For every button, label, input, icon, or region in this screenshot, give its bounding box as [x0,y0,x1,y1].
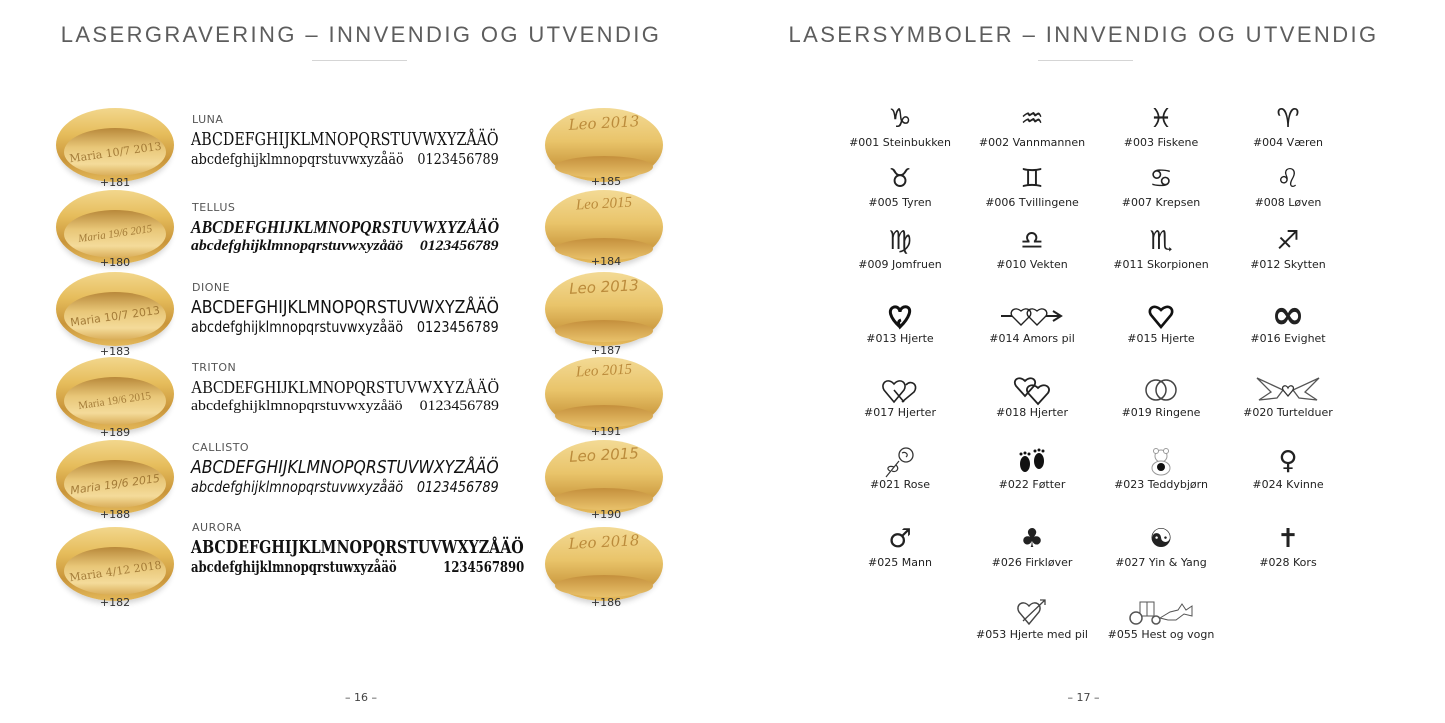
ring-inner-engraving [56,272,174,346]
ring-code: +185 [590,175,622,188]
ring-inside [64,292,166,340]
lowercase-letters: abcdefghijklmnopqrstuvwxyzåäö [191,150,404,168]
gemini-icon: ♊︎ [1020,164,1044,194]
ring-outer-engraving [545,440,663,514]
symbol-item [1096,444,1226,491]
font-name: TRITON [192,361,237,374]
rings-icon [1096,372,1226,406]
symbol-item [967,444,1097,491]
font-sample-uppercase: ABCDEFGHIJKLMNOPQRSTUVWXYZÅÄÖ [191,297,499,318]
symbol-label: #013 Hjerte [866,332,934,345]
symbol-label: #018 Hjerter [996,406,1068,419]
ring-outer-engraving [545,108,663,182]
symbol-label: #017 Hjerter [864,406,936,419]
font-sample-lowercase [191,150,499,168]
font-sample-uppercase: ABCDEFGHIJKLMNOPQRSTUVWXYZÅÄÖ [191,457,499,478]
symbol-label: #009 Jomfruen [858,258,942,271]
lowercase-letters: abcdefghijklmnopqrstuvwxyzåäö [191,238,404,254]
engraving-text: Maria 19/6 2015 [77,389,153,413]
symbol-item [1223,102,1353,149]
symbol-label: #021 Rose [869,478,931,491]
ring-inside [555,488,653,510]
ring-code: +191 [590,425,622,438]
page-16 [0,0,722,723]
ring-inside [555,575,653,597]
symbol-item [1096,102,1226,149]
symbol-label: #026 Firkløver [991,556,1073,569]
symbol-item [1223,224,1353,271]
leo-icon: ♌︎ [1276,164,1300,194]
symbol-item [967,224,1097,271]
ring-outer-engraving [545,357,663,431]
ring-code: +187 [590,344,622,357]
yin-yang-icon: ☯ [1149,524,1173,554]
symbol-label: #055 Hest og vogn [1107,628,1215,641]
lowercase-letters: abcdefghijklmnopqrstuvwxyzåäö [191,398,403,414]
virgo-icon: ♍︎ [888,226,912,256]
ring-inside [64,377,166,425]
digits: 0123456789 [419,398,499,414]
symbol-item [967,372,1097,419]
digits: 1234567890 [443,558,525,576]
symbol-label: #011 Skorpionen [1113,258,1209,271]
font-name: AURORA [192,521,242,534]
engraving-text: Maria 19/6 2015 [69,471,161,497]
symbol-item [1223,372,1353,419]
engraving-text: Maria 10/7 2013 [69,303,161,329]
ring-inside [64,210,166,258]
ring-code: +181 [99,176,131,189]
pisces-icon: ♓︎ [1149,104,1173,134]
ring-inner-engraving [56,190,174,264]
ring-inside [64,547,166,595]
ring-code: +186 [590,596,622,609]
taurus-icon: ♉︎ [888,164,912,194]
capricorn-icon: ♑︎ [888,104,912,134]
font-name: TELLUS [192,201,236,214]
page-number: – 17 – [1067,691,1100,704]
symbol-item [1096,372,1226,419]
engraving-text: Leo 2015 [568,444,640,466]
symbol-item [1223,444,1353,491]
linked-hearts-icon [967,372,1097,406]
symbol-item [835,298,965,345]
symbol-item [835,162,965,209]
two-hearts-icon [835,372,965,406]
female-icon: ♀ [1278,446,1298,476]
font-name: CALLISTO [192,441,250,454]
symbol-item [967,162,1097,209]
engraving-text: Leo 2018 [568,531,640,553]
symbol-label: #016 Evighet [1250,332,1326,345]
cross-icon: ✝ [1277,524,1299,554]
symbol-label: #024 Kvinne [1252,478,1324,491]
engraving-text: Maria 19/6 2015 [77,222,153,246]
libra-icon: ♎︎ [1020,226,1044,256]
ring-code: +180 [99,256,131,269]
symbol-item [835,522,965,569]
symbol-label: #023 Teddybjørn [1114,478,1208,491]
font-sample-lowercase [191,238,498,255]
symbol-label: #003 Fiskene [1123,136,1199,149]
symbol-label: #010 Vekten [996,258,1068,271]
ring-outer-engraving [545,272,663,346]
font-sample-uppercase: ABCDEFGHIJKLMNOPQRSTUVWXYZÅÄÖ [191,217,500,237]
ring-code: +190 [590,508,622,521]
digits: 0123456789 [419,238,499,254]
symbol-label: #005 Tyren [868,196,932,209]
heart-loop-icon [835,298,965,332]
ring-inside [555,405,653,427]
ring-inner-engraving [56,357,174,431]
font-sample-lowercase [191,478,499,496]
symbol-item [835,444,965,491]
scorpio-icon: ♏︎ [1149,226,1173,256]
font-name: LUNA [192,113,224,126]
ring-inner-engraving [56,527,174,601]
font-sample-uppercase: ABCDEFGHIJKLMNOPQRSTUVWXYZÅÄÖ [191,377,500,397]
ring-code: +189 [99,426,131,439]
ring-inner-engraving [56,108,174,182]
engraving-text: Leo 2015 [575,194,633,214]
symbol-item [1223,162,1353,209]
ring-code: +183 [99,345,131,358]
symbol-label: #008 Løven [1254,196,1322,209]
engraving-text: Maria 4/12 2018 [68,558,162,584]
digits: 0123456789 [416,318,499,336]
symbol-label: #012 Skytten [1250,258,1326,271]
symbol-label: #053 Hjerte med pil [976,628,1088,641]
aquarius-icon: ♒︎ [1020,104,1044,134]
symbol-label: #002 Vannmannen [978,136,1086,149]
symbol-item [835,372,965,419]
ring-inside [64,460,166,508]
cancer-icon: ♋︎ [1149,164,1173,194]
symbol-item [835,102,965,149]
title-divider [312,60,407,61]
symbol-item [1096,594,1226,641]
four-leaf-clover-icon: ♣ [1020,524,1044,554]
ring-inside [555,320,653,342]
digits: 0123456789 [417,150,499,168]
symbol-label: #025 Mann [868,556,932,569]
title-divider [1038,60,1133,61]
symbol-label: #006 Tvillingene [985,196,1079,209]
ring-outer-engraving [545,190,663,264]
lowercase-letters: abcdefghijklmnopqrstuvwxyzåäö [191,318,404,336]
symbol-item [967,102,1097,149]
page-title: LASERSYMBOLER – INNVENDIG OG UTVENDIG [788,22,1379,47]
symbol-item [967,594,1097,641]
digits: 0123456789 [416,478,499,496]
rose-icon [835,444,965,478]
font-sample-uppercase: ABCDEFGHIJKLMNOPQRSTUVWXYZÅÄÖ [191,129,499,150]
font-sample-lowercase [191,318,499,336]
page-number: – 16 – [345,691,377,704]
symbol-label: #027 Yin & Yang [1115,556,1207,569]
symbol-label: #022 Føtter [998,478,1066,491]
symbol-item [1223,522,1353,569]
teddy-bear-icon [1096,444,1226,478]
ring-inside [64,128,166,176]
font-sample-lowercase [191,558,524,576]
symbol-label: #028 Kors [1259,556,1317,569]
heart-arrow-icon [967,594,1097,628]
symbol-label: #014 Amors pil [989,332,1075,345]
cupid-arrow-hearts-icon [967,298,1097,332]
heart-icon [1096,298,1226,332]
ring-code: +182 [99,596,131,609]
symbol-item [1096,224,1226,271]
ring-inner-engraving [56,440,174,514]
symbol-item [1096,522,1226,569]
symbol-label: #001 Steinbukken [849,136,951,149]
engraving-text: Leo 2015 [575,361,633,381]
page-17 [722,0,1445,723]
symbol-label: #015 Hjerte [1127,332,1195,345]
font-sample-uppercase: ABCDEFGHIJKLMNOPQRSTUVWXYZÅÄÖ [191,537,524,558]
doves-icon [1223,372,1353,406]
font-name: DIONE [192,281,231,294]
ring-outer-engraving [545,527,663,601]
feet-icon [967,444,1097,478]
symbol-item [967,522,1097,569]
engraving-text: Maria 10/7 2013 [68,139,162,165]
ring-code: +184 [590,255,622,268]
sagittarius-icon: ♐︎ [1276,226,1300,256]
male-icon: ♂ [888,524,912,554]
symbol-label: #019 Ringene [1121,406,1201,419]
engraving-text: Leo 2013 [568,276,640,298]
lowercase-letters: abcdefghijklmnopqrstuwxyzåäö [191,558,397,576]
page-title: LASERGRAVERING – INNVENDIG OG UTVENDIG [60,22,662,47]
symbol-item [835,224,965,271]
ring-code: +188 [99,508,131,521]
symbol-item [967,298,1097,345]
symbol-item [1096,298,1226,345]
infinity-icon: ∞ [1271,292,1305,338]
symbol-item [1223,292,1353,345]
symbol-label: #020 Turtelduer [1243,406,1333,419]
symbol-label: #007 Krepsen [1121,196,1201,209]
symbol-label: #004 Væren [1252,136,1324,149]
aries-icon: ♈︎ [1276,104,1300,134]
lowercase-letters: abcdefghijklmnopqrstuvwxyzåäö [191,478,404,496]
engraving-text: Leo 2013 [568,112,640,134]
font-sample-lowercase [191,398,499,415]
symbol-item [1096,162,1226,209]
horse-carriage-icon [1096,594,1226,628]
